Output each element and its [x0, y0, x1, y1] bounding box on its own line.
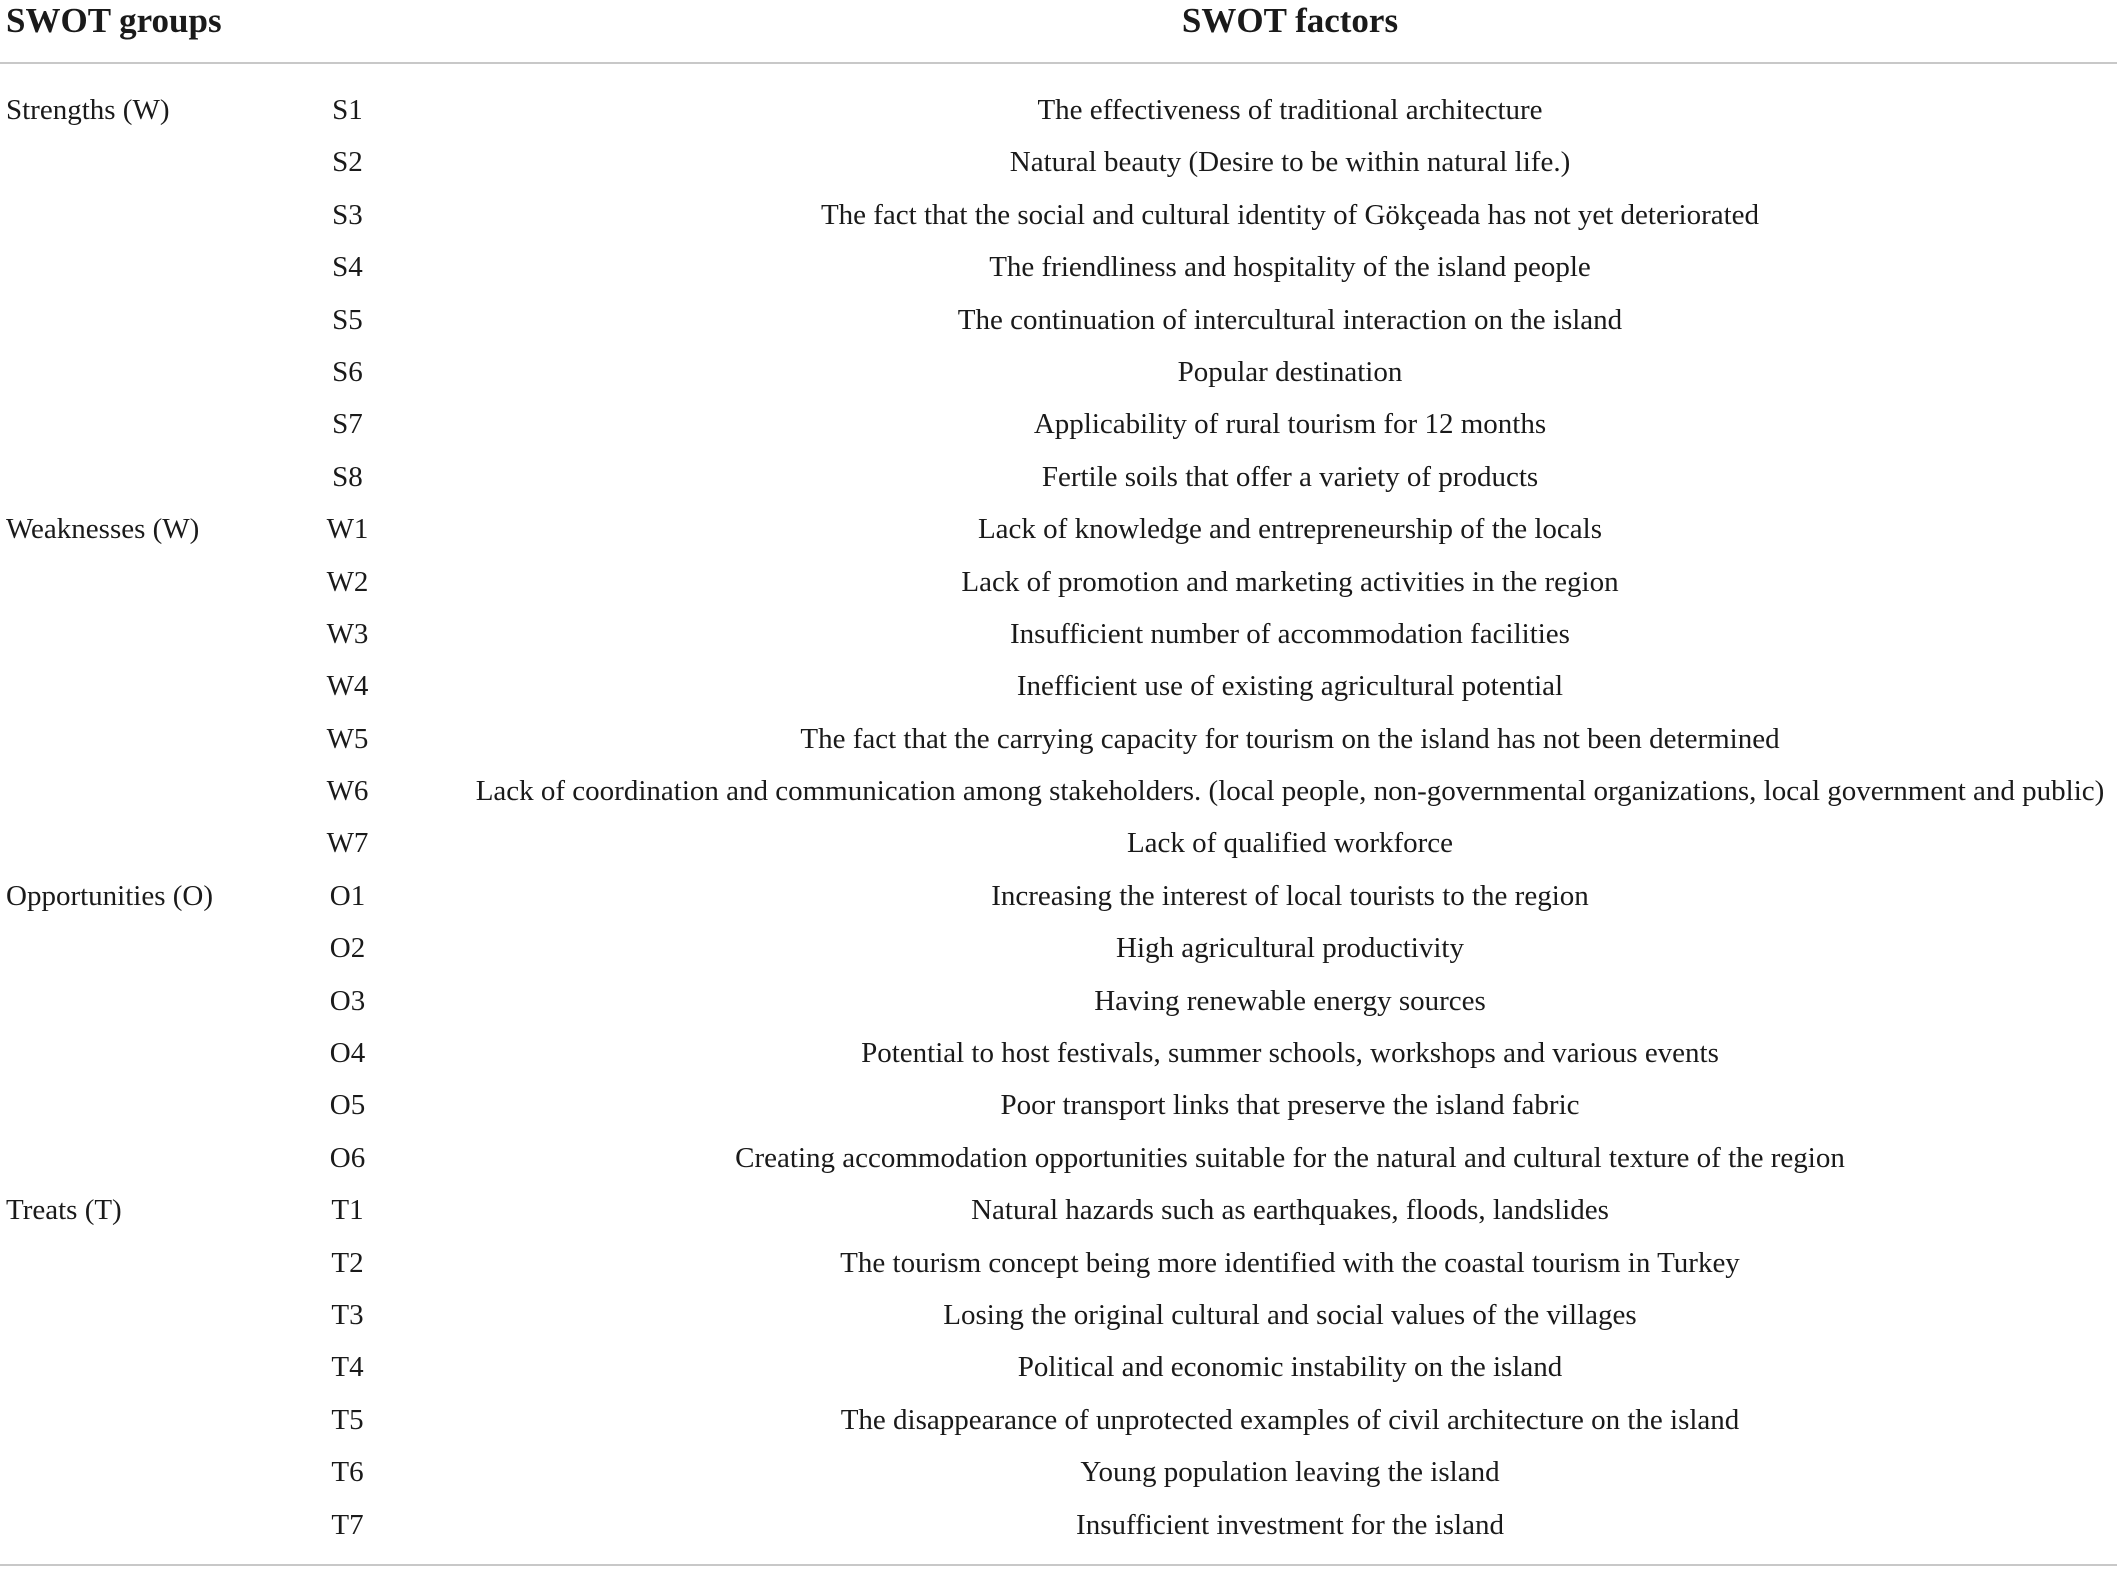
table-row — [0, 870, 2117, 922]
factor-cell: Applicability of rural tourism for 12 months — [1033, 408, 1547, 441]
factor-cell: Young population leaving the island — [1080, 1456, 1500, 1489]
factor-cell: Lack of knowledge and entrepreneurship of the locals — [977, 513, 1603, 546]
code-cell: S3 — [332, 198, 363, 231]
table-row — [0, 241, 2117, 293]
code-cell: O1 — [329, 879, 366, 912]
factor-cell: Inefficient use of existing agricultural potential — [1016, 670, 1564, 703]
factor-cell: The tourism concept being more identified with the coastal tourism in Turkey — [840, 1246, 1740, 1279]
code-cell: T6 — [331, 1456, 364, 1489]
table-row — [0, 1132, 2117, 1184]
table-row — [0, 1027, 2117, 1079]
table-row — [0, 1499, 2117, 1551]
factor-cell: Fertile soils that offer a variety of products — [1041, 460, 1539, 493]
code-cell: S7 — [332, 408, 363, 441]
factor-cell: High agricultural productivity — [1116, 932, 1464, 965]
factor-cell: Losing the original cultural and social values of the villages — [943, 1298, 1637, 1331]
header-swot-factors: SWOT factors — [1181, 1, 1399, 40]
code-cell: W7 — [326, 827, 369, 860]
factor-cell: The effectiveness of traditional architecture — [1037, 94, 1543, 126]
code-cell: O3 — [329, 984, 366, 1017]
bottom-rule — [0, 1564, 2117, 1566]
table-row — [0, 975, 2117, 1027]
group-cell: Weaknesses (W) — [6, 513, 200, 546]
factor-cell: Potential to host festivals, summer schools, workshops and various events — [861, 1037, 1719, 1070]
code-cell: T5 — [331, 1403, 364, 1436]
table-row — [0, 1394, 2117, 1446]
table-row — [0, 1289, 2117, 1341]
factor-cell: Popular destination — [1177, 355, 1403, 388]
factor-cell: The fact that the carrying capacity for tourism on the island has not been determined — [800, 722, 1780, 755]
code-cell: O6 — [329, 1141, 366, 1174]
table-row — [0, 608, 2117, 660]
table-row — [0, 398, 2117, 450]
factor-cell: Poor transport links that preserve the island fabric — [1000, 1089, 1580, 1122]
factor-cell: Natural hazards such as earthquakes, floods, landslides — [971, 1194, 1609, 1227]
factor-cell: The disappearance of unprotected examples of civil architecture on the island — [840, 1403, 1740, 1436]
code-cell: O4 — [329, 1037, 366, 1070]
code-cell: S8 — [332, 460, 363, 493]
table-row — [0, 765, 2117, 817]
table-row — [0, 713, 2117, 765]
code-cell: W2 — [326, 565, 369, 598]
table-row — [0, 451, 2117, 503]
table-row — [0, 1341, 2117, 1393]
code-cell: W3 — [326, 617, 369, 650]
table-header — [0, 0, 2117, 64]
table-row — [0, 136, 2117, 188]
table-row — [0, 189, 2117, 241]
factor-cell: Insufficient number of accommodation facilities — [1010, 617, 1570, 650]
code-cell: T7 — [331, 1508, 364, 1541]
code-cell: O2 — [329, 932, 366, 965]
code-cell: T1 — [331, 1194, 364, 1227]
table-row — [0, 1446, 2117, 1498]
code-cell: S4 — [332, 251, 363, 284]
table-row — [0, 1184, 2117, 1236]
table-row — [0, 1079, 2117, 1131]
factor-cell: Creating accommodation opportunities suitable for the natural and cultural texture of the region — [735, 1141, 1845, 1174]
factor-cell: Increasing the interest of local tourists to the region — [991, 879, 1589, 912]
table-row — [0, 294, 2117, 346]
table-row — [0, 556, 2117, 608]
factor-cell: Lack of coordination and communication among stakeholders. (local people, non-governmental organizations, local government and public) — [475, 775, 2105, 808]
code-cell: W1 — [326, 513, 369, 546]
table-row — [0, 1237, 2117, 1289]
code-cell: S2 — [332, 146, 363, 179]
factor-cell: The continuation of intercultural interaction on the island — [957, 303, 1623, 336]
factor-cell: Lack of promotion and marketing activities in the region — [961, 565, 1619, 598]
code-cell: S6 — [332, 355, 363, 388]
table-row — [0, 660, 2117, 712]
code-cell: W6 — [326, 775, 369, 808]
factor-cell: The friendliness and hospitality of the island people — [989, 251, 1591, 284]
factor-cell: Insufficient investment for the island — [1076, 1508, 1504, 1541]
table-body — [0, 84, 2117, 1551]
table-row — [0, 84, 2117, 136]
code-cell: T3 — [331, 1298, 364, 1331]
table-row — [0, 922, 2117, 974]
group-cell: Opportunities (O) — [6, 879, 213, 912]
header-swot-groups: SWOT groups — [6, 1, 222, 40]
code-cell: T4 — [331, 1351, 364, 1384]
code-cell: O5 — [329, 1089, 366, 1122]
code-cell: S1 — [332, 94, 363, 126]
table-row — [0, 503, 2117, 555]
code-cell: S5 — [332, 303, 363, 336]
code-cell: T2 — [331, 1246, 364, 1279]
factor-cell: Lack of qualified workforce — [1126, 827, 1454, 860]
group-cell: Treats (T) — [6, 1194, 122, 1227]
factor-cell: Having renewable energy sources — [1094, 984, 1486, 1017]
group-cell: Strengths (W) — [6, 94, 170, 126]
factor-cell: The fact that the social and cultural identity of Gökçeada has not yet deteriorated — [820, 198, 1760, 231]
factor-cell: Political and economic instability on the island — [1017, 1351, 1563, 1384]
table-row — [0, 817, 2117, 869]
code-cell: W5 — [326, 722, 369, 755]
factor-cell: Natural beauty (Desire to be within natural life.) — [1009, 146, 1571, 179]
table-row — [0, 346, 2117, 398]
code-cell: W4 — [326, 670, 369, 703]
